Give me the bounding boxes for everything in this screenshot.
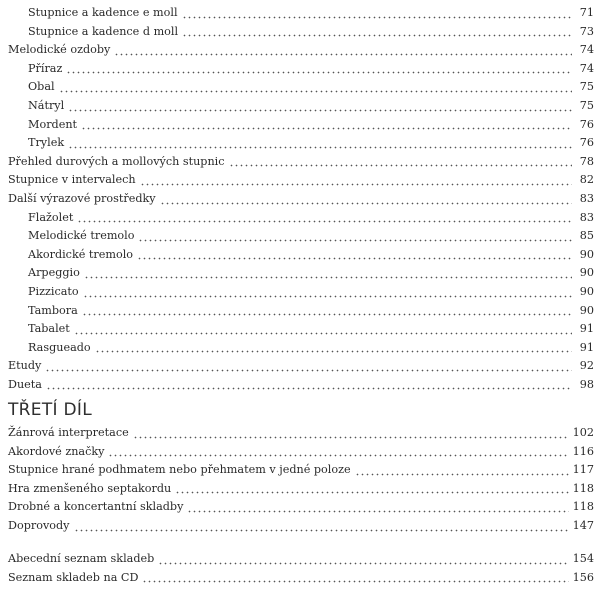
toc-entry-title: Melodické ozdoby [8,43,111,57]
toc-entry-page: 83 [579,210,594,224]
toc-entry-title: Melodické tremolo [28,229,135,243]
toc-entry-title: Stupnice v intervalech [8,173,136,187]
toc-entry-page: 90 [579,247,594,261]
toc-entry-page: 90 [579,303,594,317]
dot-leader [66,64,572,74]
toc-entry-page: 117 [572,463,594,477]
toc-entry[interactable] [0,78,600,97]
dot-leader [133,429,569,439]
toc-entry[interactable] [0,246,600,265]
toc-entry-title: Abecední seznam skladeb [8,552,155,565]
dot-leader [175,484,568,494]
toc-entry[interactable] [0,357,600,376]
toc-entry-title: Trylek [28,136,65,150]
toc-entry-title: Drobné a koncertantní skladby [8,500,184,514]
toc-entry[interactable] [0,190,600,209]
toc-entry-page: 118 [572,500,594,514]
toc-entry[interactable] [0,569,600,588]
toc-entry-page: 76 [579,117,594,131]
toc-entry[interactable] [0,23,600,42]
toc-entry[interactable] [0,424,600,443]
toc-entry-page: 154 [572,552,594,565]
toc-entry[interactable] [0,283,600,302]
toc-entry-title: Hra zmenšeného septakordu [8,481,172,495]
toc-entry-page: 74 [579,43,594,57]
toc-entry-title: Přehled durových a mollových stupnic [8,154,225,168]
toc-entry-page: 118 [572,481,594,495]
dot-leader [229,157,572,167]
dot-leader [83,288,572,298]
dot-leader [74,522,569,532]
dot-leader [74,325,572,335]
dot-leader [68,102,572,112]
toc-entry-title: Žánrová interpretace [8,426,129,439]
dot-leader [158,555,568,565]
toc-entry[interactable] [0,41,600,60]
toc-entry[interactable] [0,264,600,283]
toc-entry-page: 74 [579,61,594,75]
toc-entry[interactable] [0,339,600,358]
toc-entry-page: 90 [579,284,594,298]
toc-entry-page: 83 [579,191,594,205]
toc-entry[interactable] [0,134,600,153]
toc-entry-title: Rasgueado [28,340,91,354]
toc-entry-page: 78 [579,154,594,168]
toc-entry[interactable] [0,227,600,246]
toc-entry-page: 75 [579,98,594,112]
toc-entry[interactable] [0,376,600,395]
dot-leader [77,213,572,223]
toc-entry[interactable] [0,209,600,228]
toc-entry-title: Akordové značky [8,444,105,458]
toc-entry[interactable] [0,498,600,517]
toc-part3 [0,424,600,536]
dot-leader [59,83,572,93]
dot-leader [182,27,572,37]
toc-entry-page: 90 [579,266,594,280]
dot-leader [46,380,572,390]
toc-entry-title: Další výrazové prostředky [8,191,156,205]
toc-appendix [0,550,600,587]
toc-entry-page: 85 [579,229,594,243]
toc-entry-page: 116 [572,444,594,458]
toc-entry-page: 91 [579,340,594,354]
toc-entry[interactable] [0,550,600,569]
toc-entry-title: Nátryl [28,98,65,112]
toc-entry-page: 91 [579,322,594,336]
toc-entry-title: Mordent [28,117,78,131]
toc-entry[interactable] [0,171,600,190]
toc-entry-page: 156 [572,570,594,584]
toc-entry-title: Stupnice a kadence d moll [28,24,179,38]
toc-entry[interactable] [0,320,600,339]
toc-entry[interactable] [0,443,600,462]
toc-entry-page: 98 [579,377,594,391]
toc-entry-title: Tambora [28,303,78,317]
toc-entry[interactable] [0,480,600,499]
dot-leader [140,176,572,186]
dot-leader [355,466,569,476]
toc-entry[interactable] [0,517,600,536]
toc-entry-page: 92 [579,359,594,373]
toc-entry[interactable] [0,461,600,480]
toc-entry-title: Příraz [28,61,63,75]
toc-part2 [0,4,600,394]
dot-leader [182,9,572,19]
dot-leader [45,362,572,372]
toc-entry[interactable] [0,60,600,79]
toc-entry-title: Akordické tremolo [28,247,134,261]
toc-entry-page: 102 [572,426,594,439]
dot-leader [68,139,572,149]
dot-leader [187,503,568,513]
toc-entry-title: Stupnice a kadence e moll [28,6,178,19]
dot-leader [138,232,572,242]
dot-leader [82,306,572,316]
part3-heading: TŘETÍ DÍL [8,400,93,420]
toc-entry-title: Etudy [8,359,42,373]
toc-entry-title: Stupnice hrané podhmatem nebo přehmatem v jedné poloze [8,463,351,477]
toc-entry-page: 75 [579,80,594,94]
dot-leader [160,195,572,205]
dot-leader [81,120,572,130]
dot-leader [84,269,572,279]
toc-entry[interactable] [0,153,600,172]
toc-entry-page: 71 [579,6,594,19]
toc-entry-title: Flažolet [28,210,74,224]
toc-entry-page: 76 [579,136,594,150]
toc-entry-page: 147 [572,518,594,532]
toc-entry-page: 82 [579,173,594,187]
toc-entry-title: Pizzicato [28,284,79,298]
dot-leader [142,573,568,583]
dot-leader [108,447,568,457]
toc-entry-title: Doprovody [8,518,70,532]
toc-entry-title: Dueta [8,377,42,391]
toc-entry[interactable] [0,4,600,23]
dot-leader [95,343,572,353]
toc-entry-page: 73 [579,24,594,38]
toc-entry-title: Arpeggio [28,266,80,280]
toc-entry-title: Seznam skladeb na CD [8,570,139,584]
toc-entry[interactable] [0,302,600,321]
toc-entry-title: Obal [28,80,55,94]
toc-entry[interactable] [0,116,600,135]
dot-leader [137,250,572,260]
toc-entry[interactable] [0,97,600,116]
dot-leader [114,46,572,56]
toc-entry-title: Tabalet [28,322,70,336]
